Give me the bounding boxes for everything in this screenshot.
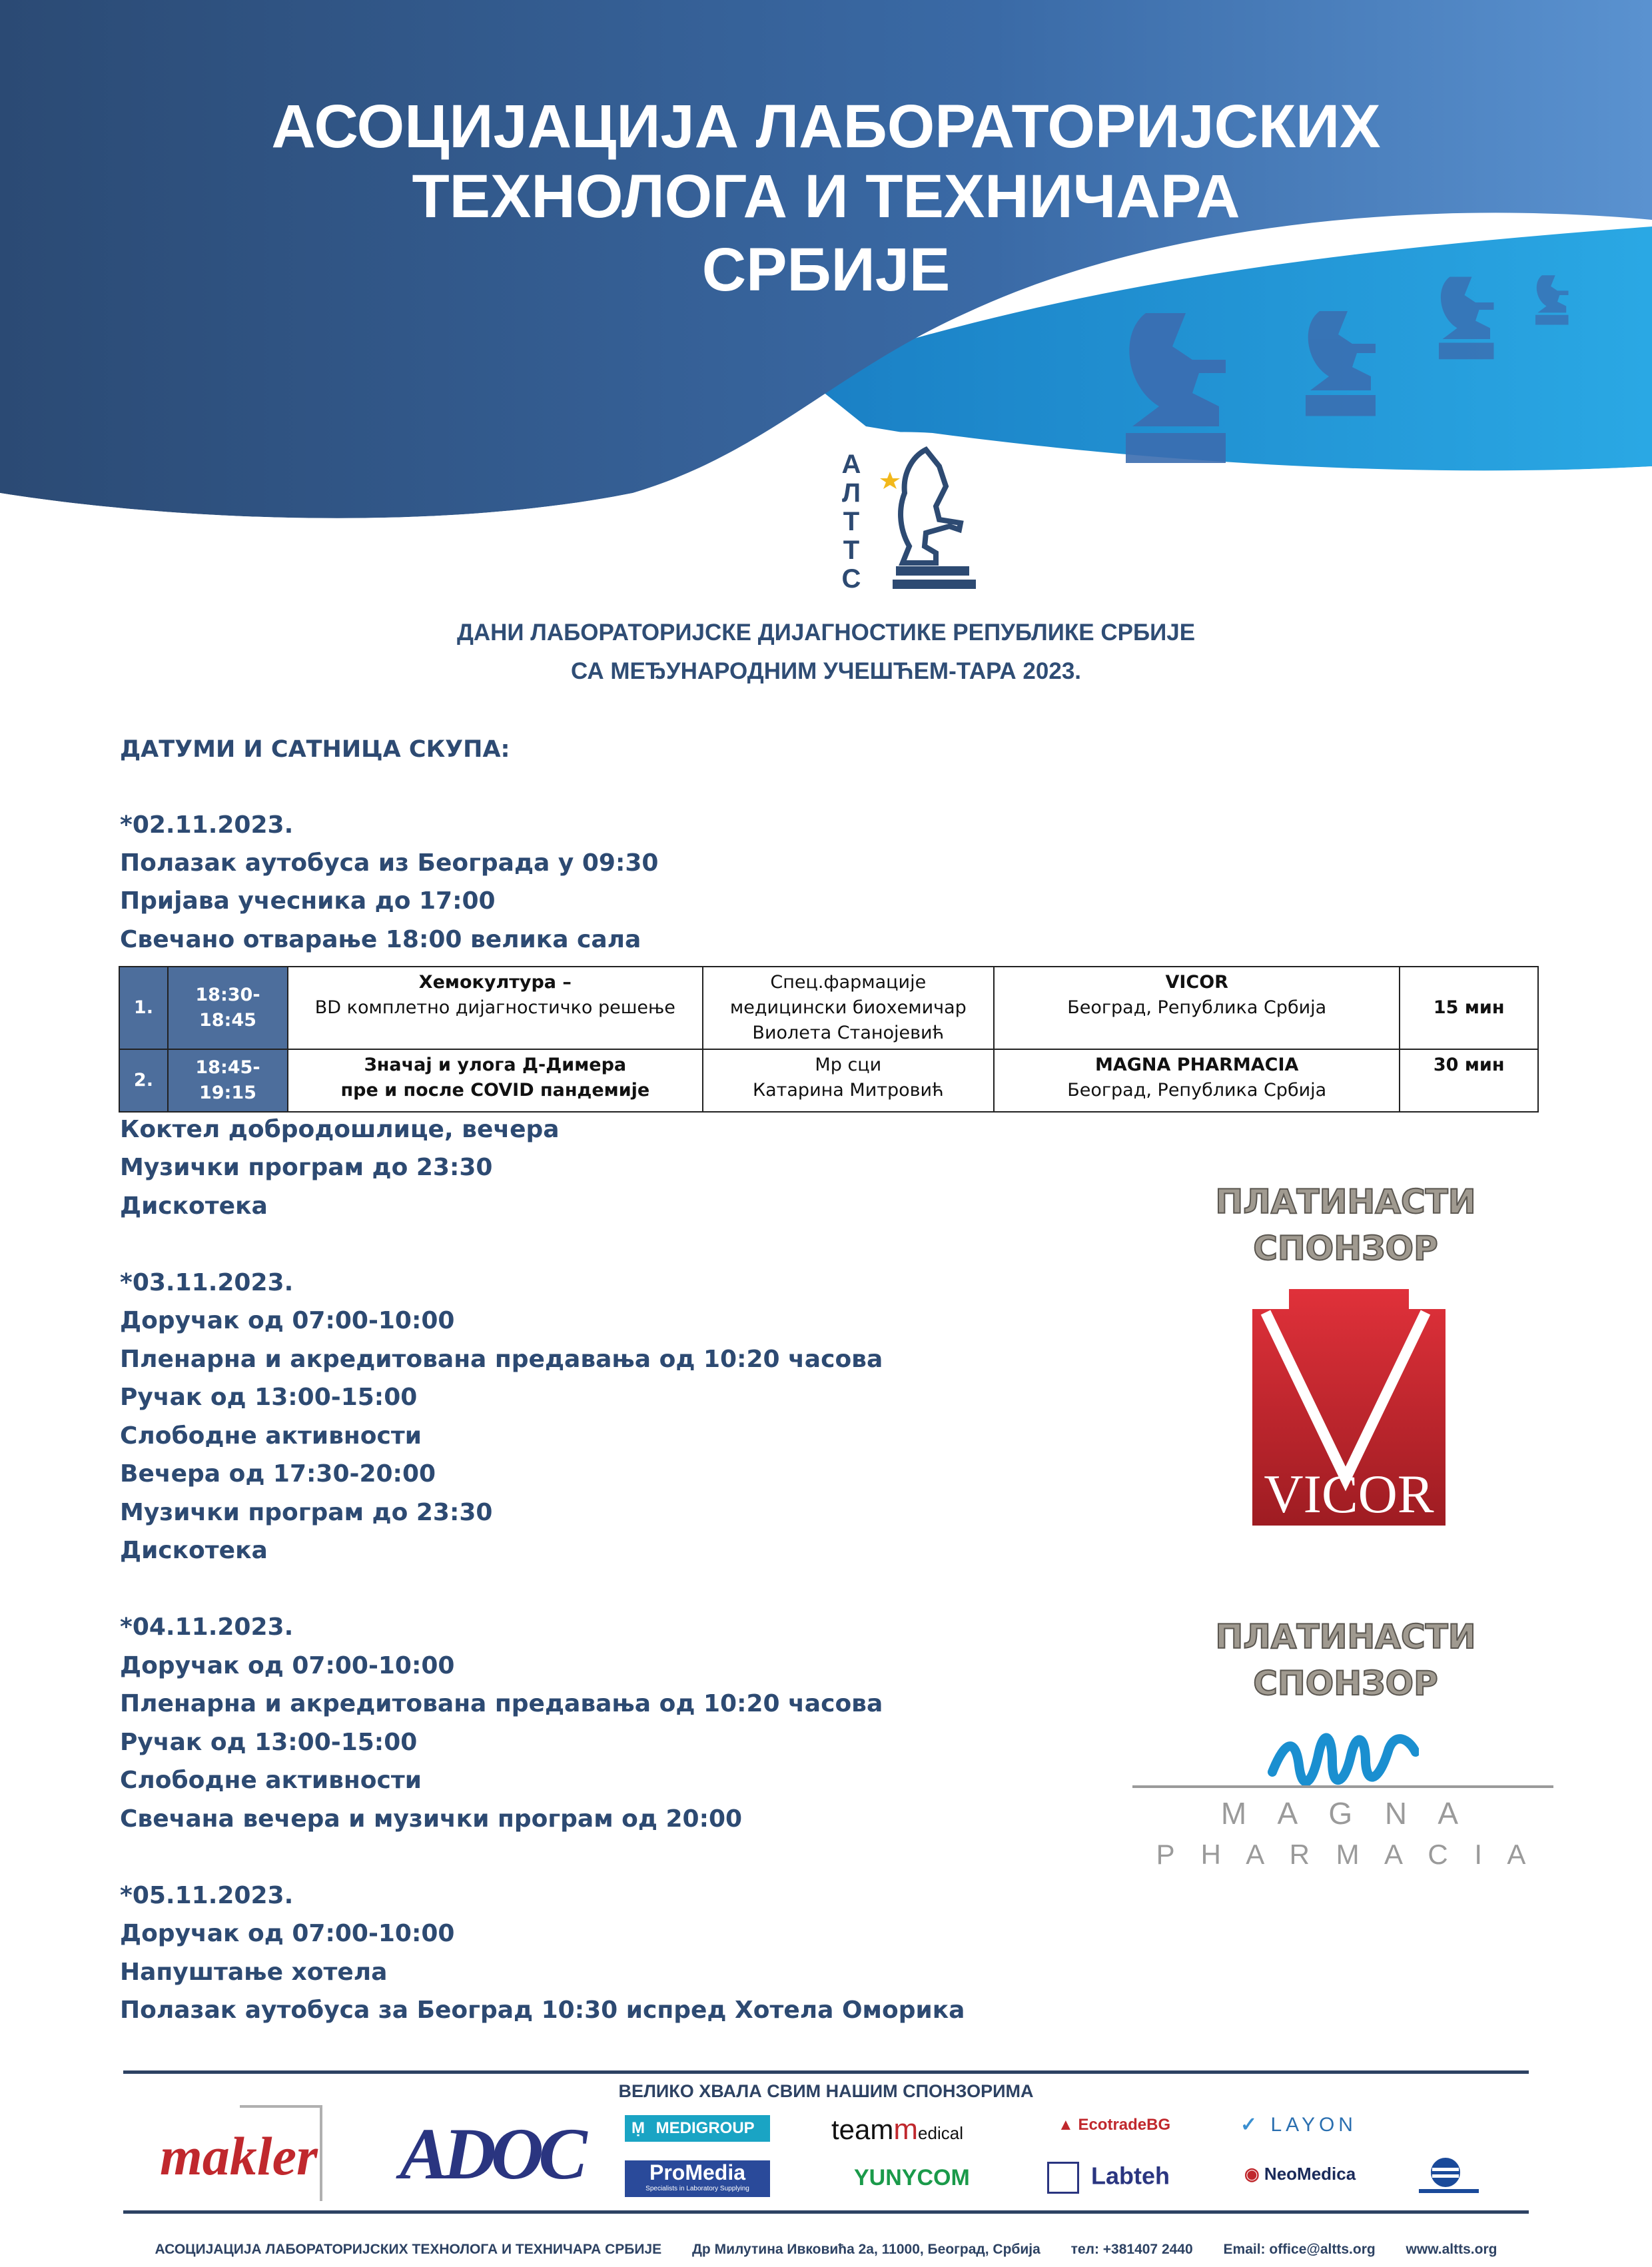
schedule-item: Пријава учесника до 17:00	[120, 887, 496, 915]
layon-text: LAYON	[1270, 2114, 1357, 2136]
promedia-subtext: Specialists in Laboratory Supplying	[645, 2185, 749, 2192]
vicor-logo	[1252, 1289, 1446, 1526]
altts-letter: А	[841, 450, 861, 479]
footer-address: Др Милутина Ивковића 2а, 11000, Београд, Србија	[691, 2242, 1040, 2257]
schedule-item: Полазак аутобуса из Београда у 09:30	[120, 849, 659, 877]
labteh-box-icon	[1047, 2162, 1079, 2194]
magna-text: M A G N A	[1220, 1796, 1471, 1831]
company-name: MAGNA PHARMACIA	[1094, 1055, 1299, 1075]
medigroup-m-icon: Ṃ	[631, 2119, 645, 2137]
table-cell-speaker	[703, 1049, 994, 1112]
medigroup-text: MEDIGROUP	[655, 2119, 755, 2137]
teamedical-text-a: team	[831, 2114, 894, 2145]
schedule-item: Напуштање хотела	[120, 1959, 388, 1986]
day-date: *02.11.2023.	[120, 811, 294, 839]
labteh-logo	[1047, 2162, 1170, 2194]
footer-contact	[0, 2242, 1652, 2258]
schedule-item: Свечано отварање 18:00 велика сала	[120, 926, 641, 953]
schedule-item: Пленарна и акредитована предавања од 10:20 часова	[120, 1690, 883, 1717]
altts-letter: Т	[843, 507, 860, 536]
teamedical-text-b: edical	[918, 2123, 963, 2143]
header-title-line-3: СРБИЈЕ	[701, 236, 951, 304]
schedule-item: Дискотека	[120, 1192, 268, 1220]
speaker-line: Спец.фармације	[770, 972, 927, 993]
speaker-line: медицински биохемичар	[729, 997, 967, 1018]
topic-line: Значај и улога Д-Димера	[364, 1055, 627, 1075]
speaker-line: Виолета Станојевић	[752, 1023, 945, 1043]
day-date: *05.11.2023.	[120, 1882, 294, 1909]
footer-web: www.altts.org	[1406, 2242, 1497, 2257]
schedule-item: Доручак од 07:00-10:00	[120, 1307, 455, 1334]
table-cell-company	[994, 967, 1400, 1049]
company-location: Београд, Република Србија	[1067, 1080, 1327, 1101]
schedule-item: Слободне активности	[120, 1422, 422, 1450]
day-date: *04.11.2023.	[120, 1613, 294, 1641]
header-title-line-1: АСОЦИЈАЦИЈА ЛАБОРАТОРИЈСКИХ	[271, 93, 1381, 161]
footer-top-rule	[123, 2070, 1529, 2074]
topic-line: BD комплетно дијагностичко решење	[314, 997, 675, 1018]
altts-letter: Т	[843, 536, 860, 565]
promedia-logo	[625, 2160, 770, 2197]
platinum-sponsor-label: ПЛАТИНАСТИ	[1215, 1182, 1476, 1221]
company-location: Београд, Република Србија	[1067, 997, 1327, 1018]
footer-bottom-rule	[123, 2210, 1529, 2214]
table-cell-num: 1.	[119, 967, 168, 1049]
day-date: *03.11.2023.	[120, 1269, 294, 1296]
table-row	[119, 967, 1538, 1049]
table-row	[119, 1049, 1538, 1112]
table-cell-speaker	[703, 967, 994, 1049]
event-title-line-2: СА МЕЂУНАРОДНИМ УЧЕШЋЕМ-ТАРА 2023.	[570, 658, 1082, 684]
schedule-item: Музички програм до 23:30	[120, 1154, 493, 1181]
table-cell-company	[994, 1049, 1400, 1112]
table-cell-topic	[288, 1049, 703, 1112]
ecotrade-triangle-icon: ▲	[1058, 2116, 1074, 2134]
schedule-item: Пленарна и акредитована предавања од 10:20 часова	[120, 1346, 883, 1373]
vicor-logo-text: VICOR	[1264, 1464, 1434, 1524]
platinum-sponsor-label: СПОНЗОР	[1253, 1664, 1438, 1703]
star-icon	[880, 472, 900, 489]
footer-org: АСОЦИЈАЦИЈА ЛАБОРАТОРИЈСКИХ ТЕХНОЛОГА И ТЕХНИЧАРА СРБИЈЕ	[155, 2242, 662, 2257]
promedia-text: ProMedia	[649, 2160, 746, 2184]
medigroup-logo	[625, 2115, 770, 2142]
neomedica-text: NeoMedica	[1264, 2164, 1356, 2184]
ecotrade-logo	[1058, 2116, 1170, 2134]
schedule-item: Дискотека	[120, 1537, 268, 1564]
altts-microscope-icon	[873, 446, 979, 600]
layon-logo	[1240, 2113, 1357, 2136]
speaker-line: Катарина Митровић	[752, 1080, 944, 1101]
table-cell-time: 18:30-18:45	[168, 967, 288, 1049]
pharmacia-text: P H A R M A C I A	[1156, 1839, 1535, 1870]
neomedica-swirl-icon: ◉	[1244, 2164, 1260, 2184]
partner-globe-icon	[1419, 2156, 1479, 2196]
platinum-sponsor-label: ПЛАТИНАСТИ	[1215, 1617, 1476, 1656]
teamedical-logo	[831, 2113, 963, 2146]
topic-line: Хемокултура –	[418, 972, 572, 993]
labteh-text: Labteh	[1091, 2162, 1170, 2190]
schedule-item: Доручак од 07:00-10:00	[120, 1652, 455, 1679]
sponsors-thanks: ВЕЛИКО ХВАЛА СВИМ НАШИМ СПОНЗОРИМА	[618, 2081, 1034, 2101]
table-cell-num: 2.	[119, 1049, 168, 1112]
yunycom-logo: YUNYCOM	[854, 2165, 970, 2190]
footer-email: Email: office@altts.org	[1223, 2242, 1376, 2257]
schedule-heading: ДАТУМИ И САТНИЦА СКУПА:	[120, 736, 510, 763]
program-table	[119, 966, 1539, 1113]
ecotrade-text: EcotradeBG	[1078, 2116, 1171, 2134]
schedule-item: Полазак аутобуса за Београд 10:30 испред Хотела Оморика	[120, 1997, 965, 2024]
adoc-logo: ADOC	[400, 2113, 582, 2194]
schedule-item: Слободне активности	[120, 1767, 422, 1794]
teamedical-m-icon: m	[893, 2113, 919, 2146]
schedule-item: Коктел добродошлице, вечера	[120, 1116, 560, 1143]
table-cell-topic	[288, 967, 703, 1049]
speaker-line: Мр сци	[815, 1055, 882, 1075]
schedule-item: Свечана вечера и музички програм од 20:00	[120, 1805, 743, 1833]
table-cell-duration: 30 мин	[1400, 1049, 1538, 1112]
altts-letter: С	[841, 564, 861, 594]
event-title-line-1: ДАНИ ЛАБОРАТОРИЈСКЕ ДИЈАГНОСТИКЕ РЕПУБЛИКЕ СРБИЈЕ	[456, 620, 1196, 646]
table-cell-duration: 15 мин	[1400, 967, 1538, 1049]
schedule-item: Вечера од 17:30-20:00	[120, 1460, 436, 1488]
table-cell-time: 18:45-19:15	[168, 1049, 288, 1112]
schedule-item: Ручак од 13:00-15:00	[120, 1384, 418, 1411]
schedule-item: Ручак од 13:00-15:00	[120, 1729, 418, 1756]
neomedica-logo	[1244, 2164, 1356, 2184]
company-name: VICOR	[1165, 972, 1228, 993]
altts-letter: Л	[841, 478, 861, 508]
footer-phone: тел: +381407 2440	[1070, 2242, 1193, 2257]
magna-divider	[1132, 1785, 1553, 1788]
layon-check-icon: ✓	[1240, 2114, 1262, 2136]
makler-logo: makler	[160, 2126, 318, 2186]
topic-line: пре и после COVID пандемије	[340, 1080, 650, 1101]
platinum-sponsor-label: СПОНЗОР	[1253, 1229, 1438, 1268]
header-title-line-2: ТЕХНОЛОГА И ТЕХНИЧАРА	[412, 163, 1240, 230]
schedule-item: Доручак од 07:00-10:00	[120, 1920, 455, 1947]
schedule-item: Музички програм до 23:30	[120, 1499, 493, 1526]
